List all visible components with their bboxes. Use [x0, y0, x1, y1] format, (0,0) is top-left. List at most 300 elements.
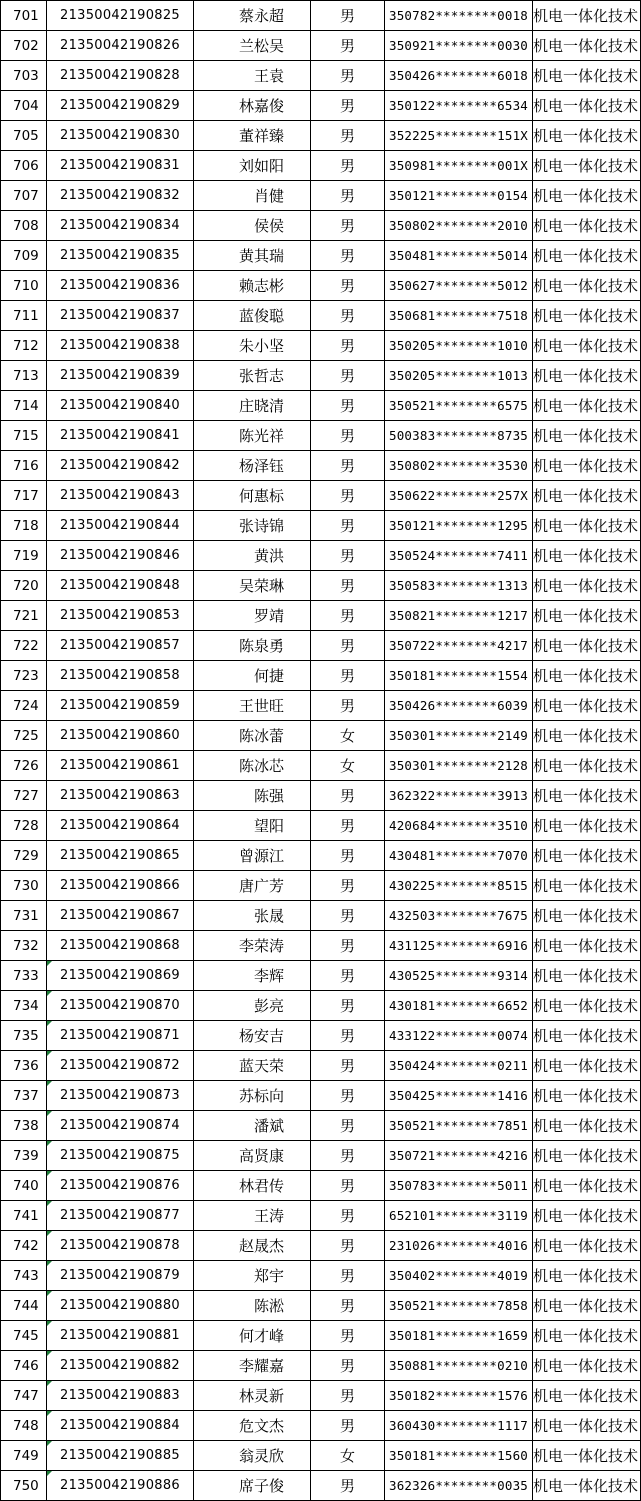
student-id-cell[interactable]: 21350042190831	[47, 151, 194, 181]
id-number-cell[interactable]: 350181********1554	[385, 661, 533, 691]
student-name-cell[interactable]: 杨安吉	[194, 1021, 311, 1051]
major-cell[interactable]: 机电一体化技术	[533, 211, 641, 241]
gender-cell[interactable]: 男	[311, 1261, 385, 1291]
row-number-cell[interactable]: 726	[1, 751, 47, 781]
major-cell[interactable]: 机电一体化技术	[533, 1051, 641, 1081]
gender-cell[interactable]: 男	[311, 31, 385, 61]
id-number-cell[interactable]: 350622********257X	[385, 481, 533, 511]
row-number-cell[interactable]: 744	[1, 1291, 47, 1321]
id-number-cell[interactable]: 350627********5012	[385, 271, 533, 301]
gender-cell[interactable]: 男	[311, 391, 385, 421]
gender-cell[interactable]: 男	[311, 151, 385, 181]
id-number-cell[interactable]: 433122********0074	[385, 1021, 533, 1051]
id-number-cell[interactable]: 350182********1576	[385, 1381, 533, 1411]
gender-cell[interactable]: 男	[311, 871, 385, 901]
student-id-cell[interactable]: 21350042190830	[47, 121, 194, 151]
row-number-cell[interactable]: 732	[1, 931, 47, 961]
student-name-cell[interactable]: 董祥臻	[194, 121, 311, 151]
row-number-cell[interactable]: 714	[1, 391, 47, 421]
gender-cell[interactable]: 男	[311, 841, 385, 871]
student-name-cell[interactable]: 潘斌	[194, 1111, 311, 1141]
student-name-cell[interactable]: 危文杰	[194, 1411, 311, 1441]
major-cell[interactable]: 机电一体化技术	[533, 151, 641, 181]
student-id-cell[interactable]: 21350042190872	[47, 1051, 194, 1081]
id-number-cell[interactable]: 352225********151X	[385, 121, 533, 151]
student-id-cell[interactable]: 21350042190867	[47, 901, 194, 931]
major-cell[interactable]: 机电一体化技术	[533, 1081, 641, 1111]
gender-cell[interactable]: 男	[311, 241, 385, 271]
major-cell[interactable]: 机电一体化技术	[533, 1, 641, 31]
student-name-cell[interactable]: 陈泉勇	[194, 631, 311, 661]
gender-cell[interactable]: 男	[311, 481, 385, 511]
row-number-cell[interactable]: 712	[1, 331, 47, 361]
id-number-cell[interactable]: 360430********1117	[385, 1411, 533, 1441]
id-number-cell[interactable]: 350783********5011	[385, 1171, 533, 1201]
student-name-cell[interactable]: 张诗锦	[194, 511, 311, 541]
id-number-cell[interactable]: 350424********0211	[385, 1051, 533, 1081]
major-cell[interactable]: 机电一体化技术	[533, 361, 641, 391]
student-id-cell[interactable]: 21350042190860	[47, 721, 194, 751]
row-number-cell[interactable]: 733	[1, 961, 47, 991]
gender-cell[interactable]: 男	[311, 1201, 385, 1231]
student-id-cell[interactable]: 21350042190879	[47, 1261, 194, 1291]
gender-cell[interactable]: 男	[311, 961, 385, 991]
major-cell[interactable]: 机电一体化技术	[533, 511, 641, 541]
row-number-cell[interactable]: 708	[1, 211, 47, 241]
student-name-cell[interactable]: 蓝俊聪	[194, 301, 311, 331]
row-number-cell[interactable]: 738	[1, 1111, 47, 1141]
student-id-cell[interactable]: 21350042190842	[47, 451, 194, 481]
major-cell[interactable]: 机电一体化技术	[533, 901, 641, 931]
student-id-cell[interactable]: 21350042190828	[47, 61, 194, 91]
student-id-cell[interactable]: 21350042190873	[47, 1081, 194, 1111]
student-name-cell[interactable]: 彭亮	[194, 991, 311, 1021]
row-number-cell[interactable]: 747	[1, 1381, 47, 1411]
gender-cell[interactable]: 男	[311, 511, 385, 541]
id-number-cell[interactable]: 362326********0035	[385, 1471, 533, 1501]
student-id-cell[interactable]: 21350042190874	[47, 1111, 194, 1141]
student-name-cell[interactable]: 赵晟杰	[194, 1231, 311, 1261]
id-number-cell[interactable]: 500383********8735	[385, 421, 533, 451]
row-number-cell[interactable]: 739	[1, 1141, 47, 1171]
student-id-cell[interactable]: 21350042190875	[47, 1141, 194, 1171]
major-cell[interactable]: 机电一体化技术	[533, 691, 641, 721]
major-cell[interactable]: 机电一体化技术	[533, 241, 641, 271]
major-cell[interactable]: 机电一体化技术	[533, 1351, 641, 1381]
student-name-cell[interactable]: 蓝天荣	[194, 1051, 311, 1081]
gender-cell[interactable]: 男	[311, 601, 385, 631]
gender-cell[interactable]: 男	[311, 811, 385, 841]
major-cell[interactable]: 机电一体化技术	[533, 781, 641, 811]
gender-cell[interactable]: 男	[311, 331, 385, 361]
gender-cell[interactable]: 男	[311, 211, 385, 241]
gender-cell[interactable]: 男	[311, 1141, 385, 1171]
student-name-cell[interactable]: 肖健	[194, 181, 311, 211]
row-number-cell[interactable]: 724	[1, 691, 47, 721]
id-number-cell[interactable]: 430181********6652	[385, 991, 533, 1021]
major-cell[interactable]: 机电一体化技术	[533, 451, 641, 481]
student-id-cell[interactable]: 21350042190869	[47, 961, 194, 991]
student-name-cell[interactable]: 林君传	[194, 1171, 311, 1201]
student-name-cell[interactable]: 陈淞	[194, 1291, 311, 1321]
major-cell[interactable]: 机电一体化技术	[533, 1441, 641, 1471]
id-number-cell[interactable]: 350921********0030	[385, 31, 533, 61]
gender-cell[interactable]: 男	[311, 1231, 385, 1261]
gender-cell[interactable]: 男	[311, 1, 385, 31]
student-id-cell[interactable]: 21350042190861	[47, 751, 194, 781]
gender-cell[interactable]: 女	[311, 721, 385, 751]
id-number-cell[interactable]: 350426********6039	[385, 691, 533, 721]
row-number-cell[interactable]: 735	[1, 1021, 47, 1051]
student-id-cell[interactable]: 21350042190834	[47, 211, 194, 241]
major-cell[interactable]: 机电一体化技术	[533, 661, 641, 691]
student-name-cell[interactable]: 张晟	[194, 901, 311, 931]
gender-cell[interactable]: 男	[311, 1051, 385, 1081]
row-number-cell[interactable]: 740	[1, 1171, 47, 1201]
student-name-cell[interactable]: 朱小坚	[194, 331, 311, 361]
gender-cell[interactable]: 男	[311, 571, 385, 601]
student-id-cell[interactable]: 21350042190877	[47, 1201, 194, 1231]
student-id-cell[interactable]: 21350042190859	[47, 691, 194, 721]
row-number-cell[interactable]: 720	[1, 571, 47, 601]
student-id-cell[interactable]: 21350042190853	[47, 601, 194, 631]
gender-cell[interactable]: 男	[311, 271, 385, 301]
student-name-cell[interactable]: 望阳	[194, 811, 311, 841]
row-number-cell[interactable]: 716	[1, 451, 47, 481]
gender-cell[interactable]: 男	[311, 361, 385, 391]
student-name-cell[interactable]: 庄晓清	[194, 391, 311, 421]
id-number-cell[interactable]: 350121********0154	[385, 181, 533, 211]
major-cell[interactable]: 机电一体化技术	[533, 331, 641, 361]
student-name-cell[interactable]: 黄洪	[194, 541, 311, 571]
row-number-cell[interactable]: 730	[1, 871, 47, 901]
student-id-cell[interactable]: 21350042190884	[47, 1411, 194, 1441]
student-id-cell[interactable]: 21350042190835	[47, 241, 194, 271]
row-number-cell[interactable]: 748	[1, 1411, 47, 1441]
row-number-cell[interactable]: 706	[1, 151, 47, 181]
id-number-cell[interactable]: 350301********2128	[385, 751, 533, 781]
row-number-cell[interactable]: 707	[1, 181, 47, 211]
major-cell[interactable]: 机电一体化技术	[533, 1381, 641, 1411]
row-number-cell[interactable]: 742	[1, 1231, 47, 1261]
id-number-cell[interactable]: 350425********1416	[385, 1081, 533, 1111]
gender-cell[interactable]: 男	[311, 1411, 385, 1441]
major-cell[interactable]: 机电一体化技术	[533, 481, 641, 511]
id-number-cell[interactable]: 430525********9314	[385, 961, 533, 991]
gender-cell[interactable]: 男	[311, 631, 385, 661]
student-name-cell[interactable]: 刘如阳	[194, 151, 311, 181]
row-number-cell[interactable]: 713	[1, 361, 47, 391]
id-number-cell[interactable]: 350181********1659	[385, 1321, 533, 1351]
row-number-cell[interactable]: 736	[1, 1051, 47, 1081]
student-name-cell[interactable]: 陈冰蕾	[194, 721, 311, 751]
student-name-cell[interactable]: 陈强	[194, 781, 311, 811]
id-number-cell[interactable]: 350721********4216	[385, 1141, 533, 1171]
row-number-cell[interactable]: 709	[1, 241, 47, 271]
id-number-cell[interactable]: 350205********1013	[385, 361, 533, 391]
student-name-cell[interactable]: 陈光祥	[194, 421, 311, 451]
major-cell[interactable]: 机电一体化技术	[533, 271, 641, 301]
major-cell[interactable]: 机电一体化技术	[533, 1171, 641, 1201]
id-number-cell[interactable]: 350521********7851	[385, 1111, 533, 1141]
student-id-cell[interactable]: 21350042190865	[47, 841, 194, 871]
student-name-cell[interactable]: 林灵新	[194, 1381, 311, 1411]
id-number-cell[interactable]: 350782********0018	[385, 1, 533, 31]
row-number-cell[interactable]: 710	[1, 271, 47, 301]
gender-cell[interactable]: 男	[311, 181, 385, 211]
row-number-cell[interactable]: 717	[1, 481, 47, 511]
major-cell[interactable]: 机电一体化技术	[533, 421, 641, 451]
gender-cell[interactable]: 男	[311, 1291, 385, 1321]
student-id-cell[interactable]: 21350042190886	[47, 1471, 194, 1501]
major-cell[interactable]: 机电一体化技术	[533, 541, 641, 571]
student-id-cell[interactable]: 21350042190832	[47, 181, 194, 211]
student-id-cell[interactable]: 21350042190837	[47, 301, 194, 331]
student-name-cell[interactable]: 杨泽钰	[194, 451, 311, 481]
student-id-cell[interactable]: 21350042190838	[47, 331, 194, 361]
major-cell[interactable]: 机电一体化技术	[533, 181, 641, 211]
major-cell[interactable]: 机电一体化技术	[533, 631, 641, 661]
student-id-cell[interactable]: 21350042190885	[47, 1441, 194, 1471]
student-id-cell[interactable]: 21350042190836	[47, 271, 194, 301]
gender-cell[interactable]: 男	[311, 1021, 385, 1051]
major-cell[interactable]: 机电一体化技术	[533, 391, 641, 421]
gender-cell[interactable]: 男	[311, 901, 385, 931]
id-number-cell[interactable]: 430225********8515	[385, 871, 533, 901]
student-name-cell[interactable]: 张哲志	[194, 361, 311, 391]
gender-cell[interactable]: 男	[311, 451, 385, 481]
id-number-cell[interactable]: 432503********7675	[385, 901, 533, 931]
student-name-cell[interactable]: 唐广芳	[194, 871, 311, 901]
gender-cell[interactable]: 男	[311, 661, 385, 691]
gender-cell[interactable]: 男	[311, 301, 385, 331]
row-number-cell[interactable]: 718	[1, 511, 47, 541]
row-number-cell[interactable]: 737	[1, 1081, 47, 1111]
row-number-cell[interactable]: 701	[1, 1, 47, 31]
student-name-cell[interactable]: 李荣涛	[194, 931, 311, 961]
gender-cell[interactable]: 男	[311, 1171, 385, 1201]
major-cell[interactable]: 机电一体化技术	[533, 91, 641, 121]
row-number-cell[interactable]: 723	[1, 661, 47, 691]
student-name-cell[interactable]: 李辉	[194, 961, 311, 991]
major-cell[interactable]: 机电一体化技术	[533, 1321, 641, 1351]
student-id-cell[interactable]: 21350042190858	[47, 661, 194, 691]
row-number-cell[interactable]: 741	[1, 1201, 47, 1231]
student-id-cell[interactable]: 21350042190848	[47, 571, 194, 601]
gender-cell[interactable]: 男	[311, 1351, 385, 1381]
major-cell[interactable]: 机电一体化技术	[533, 61, 641, 91]
row-number-cell[interactable]: 746	[1, 1351, 47, 1381]
gender-cell[interactable]: 男	[311, 991, 385, 1021]
student-name-cell[interactable]: 何才峰	[194, 1321, 311, 1351]
student-name-cell[interactable]: 翁灵欣	[194, 1441, 311, 1471]
id-number-cell[interactable]: 652101********3119	[385, 1201, 533, 1231]
student-name-cell[interactable]: 郑宇	[194, 1261, 311, 1291]
student-name-cell[interactable]: 李耀嘉	[194, 1351, 311, 1381]
gender-cell[interactable]: 男	[311, 1471, 385, 1501]
student-id-cell[interactable]: 21350042190846	[47, 541, 194, 571]
student-id-cell[interactable]: 21350042190841	[47, 421, 194, 451]
gender-cell[interactable]: 男	[311, 541, 385, 571]
student-id-cell[interactable]: 21350042190840	[47, 391, 194, 421]
major-cell[interactable]: 机电一体化技术	[533, 1021, 641, 1051]
major-cell[interactable]: 机电一体化技术	[533, 31, 641, 61]
id-number-cell[interactable]: 350802********2010	[385, 211, 533, 241]
student-name-cell[interactable]: 罗靖	[194, 601, 311, 631]
student-id-cell[interactable]: 21350042190883	[47, 1381, 194, 1411]
row-number-cell[interactable]: 729	[1, 841, 47, 871]
row-number-cell[interactable]: 725	[1, 721, 47, 751]
student-id-cell[interactable]: 21350042190864	[47, 811, 194, 841]
gender-cell[interactable]: 男	[311, 781, 385, 811]
student-name-cell[interactable]: 王袁	[194, 61, 311, 91]
student-name-cell[interactable]: 黄其瑞	[194, 241, 311, 271]
major-cell[interactable]: 机电一体化技术	[533, 841, 641, 871]
student-name-cell[interactable]: 王涛	[194, 1201, 311, 1231]
student-id-cell[interactable]: 21350042190839	[47, 361, 194, 391]
id-number-cell[interactable]: 231026********4016	[385, 1231, 533, 1261]
row-number-cell[interactable]: 719	[1, 541, 47, 571]
major-cell[interactable]: 机电一体化技术	[533, 601, 641, 631]
student-name-cell[interactable]: 蔡永超	[194, 1, 311, 31]
student-id-cell[interactable]: 21350042190870	[47, 991, 194, 1021]
student-name-cell[interactable]: 林嘉俊	[194, 91, 311, 121]
student-name-cell[interactable]: 曾源江	[194, 841, 311, 871]
student-id-cell[interactable]: 21350042190866	[47, 871, 194, 901]
gender-cell[interactable]: 男	[311, 1081, 385, 1111]
id-number-cell[interactable]: 350521********6575	[385, 391, 533, 421]
row-number-cell[interactable]: 715	[1, 421, 47, 451]
student-name-cell[interactable]: 何惠标	[194, 481, 311, 511]
id-number-cell[interactable]: 350121********1295	[385, 511, 533, 541]
id-number-cell[interactable]: 350583********1313	[385, 571, 533, 601]
id-number-cell[interactable]: 350722********4217	[385, 631, 533, 661]
id-number-cell[interactable]: 420684********3510	[385, 811, 533, 841]
row-number-cell[interactable]: 702	[1, 31, 47, 61]
row-number-cell[interactable]: 703	[1, 61, 47, 91]
major-cell[interactable]: 机电一体化技术	[533, 1261, 641, 1291]
major-cell[interactable]: 机电一体化技术	[533, 1291, 641, 1321]
gender-cell[interactable]: 男	[311, 421, 385, 451]
id-number-cell[interactable]: 350521********7858	[385, 1291, 533, 1321]
student-id-cell[interactable]: 21350042190863	[47, 781, 194, 811]
row-number-cell[interactable]: 704	[1, 91, 47, 121]
student-name-cell[interactable]: 陈冰芯	[194, 751, 311, 781]
gender-cell[interactable]: 女	[311, 751, 385, 781]
row-number-cell[interactable]: 743	[1, 1261, 47, 1291]
row-number-cell[interactable]: 727	[1, 781, 47, 811]
student-id-cell[interactable]: 21350042190844	[47, 511, 194, 541]
student-name-cell[interactable]: 何捷	[194, 661, 311, 691]
student-id-cell[interactable]: 21350042190868	[47, 931, 194, 961]
id-number-cell[interactable]: 350524********7411	[385, 541, 533, 571]
gender-cell[interactable]: 男	[311, 1321, 385, 1351]
id-number-cell[interactable]: 350205********1010	[385, 331, 533, 361]
id-number-cell[interactable]: 350821********1217	[385, 601, 533, 631]
student-name-cell[interactable]: 兰松吴	[194, 31, 311, 61]
gender-cell[interactable]: 男	[311, 1381, 385, 1411]
student-id-cell[interactable]: 21350042190857	[47, 631, 194, 661]
student-id-cell[interactable]: 21350042190826	[47, 31, 194, 61]
student-name-cell[interactable]: 高贤康	[194, 1141, 311, 1171]
student-id-cell[interactable]: 21350042190878	[47, 1231, 194, 1261]
id-number-cell[interactable]: 350481********5014	[385, 241, 533, 271]
major-cell[interactable]: 机电一体化技术	[533, 991, 641, 1021]
id-number-cell[interactable]: 350122********6534	[385, 91, 533, 121]
gender-cell[interactable]: 男	[311, 121, 385, 151]
student-id-cell[interactable]: 21350042190843	[47, 481, 194, 511]
gender-cell[interactable]: 男	[311, 91, 385, 121]
student-id-cell[interactable]: 21350042190871	[47, 1021, 194, 1051]
student-name-cell[interactable]: 吴荣琳	[194, 571, 311, 601]
major-cell[interactable]: 机电一体化技术	[533, 871, 641, 901]
id-number-cell[interactable]: 350301********2149	[385, 721, 533, 751]
id-number-cell[interactable]: 431125********6916	[385, 931, 533, 961]
gender-cell[interactable]: 男	[311, 691, 385, 721]
gender-cell[interactable]: 男	[311, 1111, 385, 1141]
major-cell[interactable]: 机电一体化技术	[533, 751, 641, 781]
student-id-cell[interactable]: 21350042190876	[47, 1171, 194, 1201]
student-name-cell[interactable]: 席子俊	[194, 1471, 311, 1501]
major-cell[interactable]: 机电一体化技术	[533, 121, 641, 151]
major-cell[interactable]: 机电一体化技术	[533, 1111, 641, 1141]
student-id-cell[interactable]: 21350042190881	[47, 1321, 194, 1351]
row-number-cell[interactable]: 711	[1, 301, 47, 331]
major-cell[interactable]: 机电一体化技术	[533, 1201, 641, 1231]
row-number-cell[interactable]: 722	[1, 631, 47, 661]
id-number-cell[interactable]: 350981********001X	[385, 151, 533, 181]
row-number-cell[interactable]: 728	[1, 811, 47, 841]
id-number-cell[interactable]: 350402********4019	[385, 1261, 533, 1291]
gender-cell[interactable]: 女	[311, 1441, 385, 1471]
student-name-cell[interactable]: 赖志彬	[194, 271, 311, 301]
id-number-cell[interactable]: 350181********1560	[385, 1441, 533, 1471]
major-cell[interactable]: 机电一体化技术	[533, 1411, 641, 1441]
id-number-cell[interactable]: 350802********3530	[385, 451, 533, 481]
row-number-cell[interactable]: 750	[1, 1471, 47, 1501]
student-id-cell[interactable]: 21350042190829	[47, 91, 194, 121]
student-id-cell[interactable]: 21350042190882	[47, 1351, 194, 1381]
major-cell[interactable]: 机电一体化技术	[533, 301, 641, 331]
student-name-cell[interactable]: 王世旺	[194, 691, 311, 721]
row-number-cell[interactable]: 705	[1, 121, 47, 151]
student-id-cell[interactable]: 21350042190825	[47, 1, 194, 31]
student-name-cell[interactable]: 侯侯	[194, 211, 311, 241]
row-number-cell[interactable]: 734	[1, 991, 47, 1021]
major-cell[interactable]: 机电一体化技术	[533, 721, 641, 751]
gender-cell[interactable]: 男	[311, 61, 385, 91]
id-number-cell[interactable]: 350681********7518	[385, 301, 533, 331]
id-number-cell[interactable]: 362322********3913	[385, 781, 533, 811]
major-cell[interactable]: 机电一体化技术	[533, 961, 641, 991]
id-number-cell[interactable]: 350881********0210	[385, 1351, 533, 1381]
major-cell[interactable]: 机电一体化技术	[533, 1471, 641, 1501]
major-cell[interactable]: 机电一体化技术	[533, 931, 641, 961]
gender-cell[interactable]: 男	[311, 931, 385, 961]
id-number-cell[interactable]: 350426********6018	[385, 61, 533, 91]
row-number-cell[interactable]: 731	[1, 901, 47, 931]
row-number-cell[interactable]: 745	[1, 1321, 47, 1351]
major-cell[interactable]: 机电一体化技术	[533, 1141, 641, 1171]
major-cell[interactable]: 机电一体化技术	[533, 811, 641, 841]
major-cell[interactable]: 机电一体化技术	[533, 571, 641, 601]
student-id-cell[interactable]: 21350042190880	[47, 1291, 194, 1321]
row-number-cell[interactable]: 749	[1, 1441, 47, 1471]
id-number-cell[interactable]: 430481********7070	[385, 841, 533, 871]
row-number-cell[interactable]: 721	[1, 601, 47, 631]
student-name-cell[interactable]: 苏标向	[194, 1081, 311, 1111]
major-cell[interactable]: 机电一体化技术	[533, 1231, 641, 1261]
